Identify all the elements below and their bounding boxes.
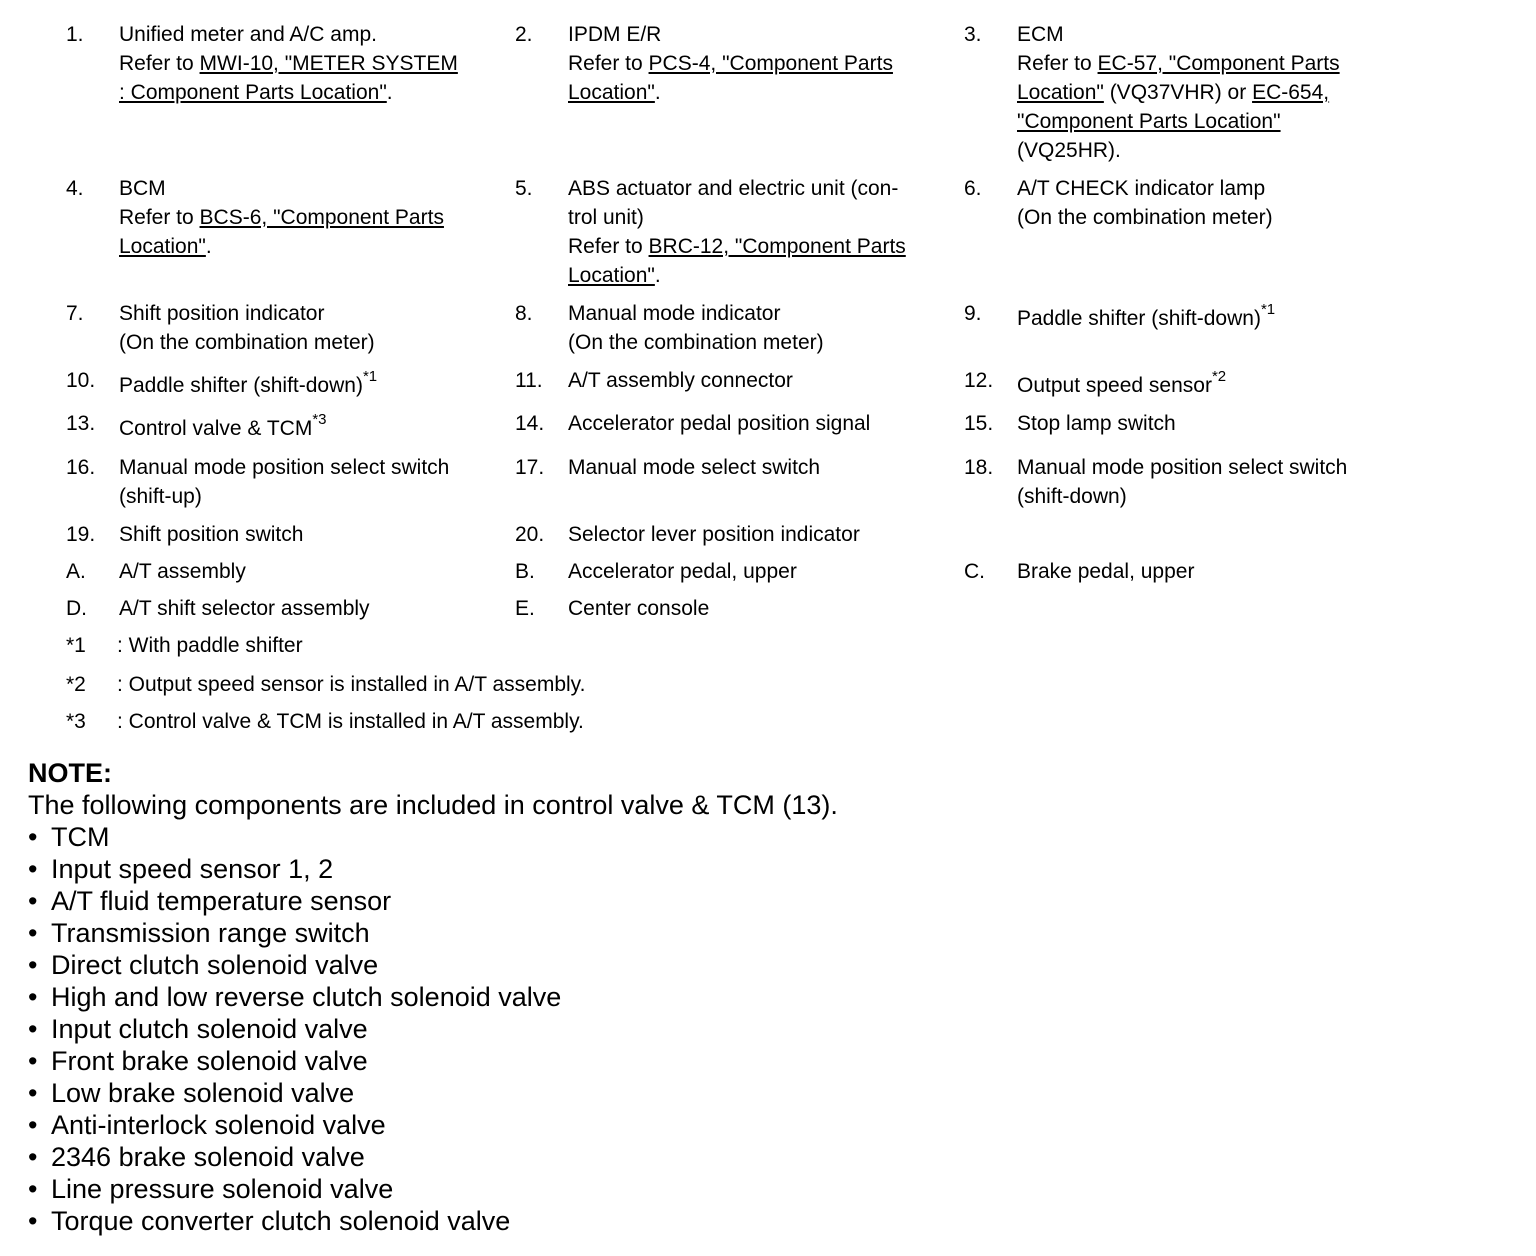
item-label-cont: (On the combination meter) xyxy=(568,331,824,354)
item-label: ECM xyxy=(1017,23,1064,46)
list-item-text: Torque converter clutch solenoid valve xyxy=(51,1206,511,1236)
item-label-cont: (On the combination meter) xyxy=(119,331,375,354)
item-label: BCM xyxy=(119,177,166,200)
item-label-cont: (shift-down) xyxy=(1017,485,1127,508)
refer-to-text: Refer to xyxy=(568,235,649,258)
item-number: 2. xyxy=(515,23,533,46)
item-letter: C. xyxy=(964,560,985,583)
list-item-text: Line pressure solenoid valve xyxy=(51,1174,394,1204)
list-item xyxy=(28,1109,838,1141)
item-label: Center console xyxy=(568,597,710,620)
reference-link-mwi-10-cont[interactable]: : Component Parts Location" xyxy=(119,81,387,104)
list-item-text: Transmission range switch xyxy=(51,918,370,948)
item-letter: D. xyxy=(66,597,87,620)
punctuation: . xyxy=(386,81,393,104)
item-label: Brake pedal, upper xyxy=(1017,560,1195,583)
item-number: 8. xyxy=(515,302,533,325)
item-label: Output speed sensor xyxy=(1017,374,1212,397)
list-item-text: Front brake solenoid valve xyxy=(51,1046,368,1076)
bullet-icon: • xyxy=(28,1142,38,1172)
item-label: Manual mode select switch xyxy=(568,456,821,479)
list-item-text: TCM xyxy=(51,822,110,852)
reference-link-pcs-4-cont[interactable]: Location" xyxy=(568,81,655,104)
footnote-text: : Control valve & TCM is installed in A/T assembly. xyxy=(117,710,584,733)
bullet-icon: • xyxy=(28,982,38,1012)
item-label: Manual mode position select switch xyxy=(119,456,450,479)
item-number: 6. xyxy=(964,177,982,200)
list-item xyxy=(28,1013,838,1045)
item-number: 20. xyxy=(515,523,545,546)
item-number: 15. xyxy=(964,412,994,435)
item-number: 10. xyxy=(66,369,96,392)
punctuation: . xyxy=(205,235,212,258)
list-item xyxy=(28,853,838,885)
reference-link-pcs-4[interactable]: PCS-4, "Component Parts xyxy=(648,52,893,75)
note-intro: The following components are included in control valve & TCM (13). xyxy=(28,790,838,820)
item-label: A/T CHECK indicator lamp xyxy=(1017,177,1266,200)
bullet-icon: • xyxy=(28,1174,38,1204)
reference-link-bcs-6[interactable]: BCS-6, "Component Parts xyxy=(199,206,444,229)
footnote-marker: *1 xyxy=(1260,301,1276,318)
item-number: 1. xyxy=(66,23,84,46)
refer-to-text: Refer to xyxy=(1017,52,1098,75)
engine-variant-text: (VQ37VHR) or xyxy=(1103,81,1253,104)
item-number: 17. xyxy=(515,456,545,479)
item-label: Paddle shifter (shift-down) xyxy=(1017,307,1261,330)
item-label: IPDM E/R xyxy=(568,23,662,46)
bullet-icon: • xyxy=(28,918,38,948)
item-label: Paddle shifter (shift-down) xyxy=(119,374,363,397)
footnote-text: : Output speed sensor is installed in A/T assembly. xyxy=(117,673,586,696)
list-item xyxy=(28,885,838,917)
item-label: Accelerator pedal position signal xyxy=(568,412,871,435)
item-number: 16. xyxy=(66,456,96,479)
reference-link-ec-654-cont[interactable]: "Component Parts Location" xyxy=(1017,110,1281,133)
reference-link-ec-57[interactable]: EC-57, "Component Parts xyxy=(1097,52,1340,75)
bullet-icon: • xyxy=(28,1110,38,1140)
item-label: Selector lever position indicator xyxy=(568,523,860,546)
note-heading: NOTE: xyxy=(28,758,112,788)
item-number: 13. xyxy=(66,412,96,435)
list-item xyxy=(28,1077,838,1109)
item-number: 18. xyxy=(964,456,994,479)
bullet-icon: • xyxy=(28,854,38,884)
footnote-marker: *2 xyxy=(1211,368,1227,385)
item-number: 12. xyxy=(964,369,994,392)
item-number: 19. xyxy=(66,523,96,546)
item-number: 7. xyxy=(66,302,84,325)
item-label: Accelerator pedal, upper xyxy=(568,560,797,583)
bullet-icon: • xyxy=(28,822,38,852)
note-component-list xyxy=(28,821,838,1237)
refer-to-text: Refer to xyxy=(119,206,200,229)
bullet-icon: • xyxy=(28,1046,38,1076)
item-label: Manual mode indicator xyxy=(568,302,781,325)
bullet-icon: • xyxy=(28,1014,38,1044)
list-item-text: Input speed sensor 1, 2 xyxy=(51,854,334,884)
footnote-mark: *3 xyxy=(66,710,86,733)
list-item-text: Anti-interlock solenoid valve xyxy=(51,1110,386,1140)
reference-link-bcs-6-cont[interactable]: Location" xyxy=(119,235,206,258)
footnote-mark: *1 xyxy=(66,634,86,657)
bullet-icon: • xyxy=(28,1078,38,1108)
item-label-cont: (On the combination meter) xyxy=(1017,206,1273,229)
list-item-text: A/T fluid temperature sensor xyxy=(51,886,392,916)
item-letter: A. xyxy=(66,560,86,583)
footnote-marker: *3 xyxy=(312,411,327,428)
list-item xyxy=(28,1205,838,1237)
item-number: 11. xyxy=(515,369,543,392)
punctuation: . xyxy=(654,264,661,287)
refer-to-text: Refer to xyxy=(568,52,649,75)
footnote-mark: *2 xyxy=(66,673,86,696)
reference-link-brc-12-cont[interactable]: Location" xyxy=(568,264,655,287)
refer-to-text: Refer to xyxy=(119,52,200,75)
list-item xyxy=(28,1045,838,1077)
list-item xyxy=(28,1141,838,1173)
item-number: 4. xyxy=(66,177,84,200)
item-label: Shift position indicator xyxy=(119,302,325,325)
bullet-icon: • xyxy=(28,950,38,980)
item-label: A/T assembly connector xyxy=(568,369,793,392)
list-item xyxy=(28,917,838,949)
reference-link-brc-12[interactable]: BRC-12, "Component Parts xyxy=(648,235,906,258)
list-item-text: Input clutch solenoid valve xyxy=(51,1014,368,1044)
list-item xyxy=(28,1173,838,1205)
list-item xyxy=(28,949,838,981)
list-item-text: Direct clutch solenoid valve xyxy=(51,950,379,980)
item-label: Stop lamp switch xyxy=(1017,412,1176,435)
item-number: 3. xyxy=(964,23,982,46)
item-label: Shift position switch xyxy=(119,523,304,546)
item-number: 9. xyxy=(964,302,982,325)
footnote-marker: *1 xyxy=(362,368,378,385)
reference-link-ec-57-cont[interactable]: Location" xyxy=(1017,81,1104,104)
bullet-icon: • xyxy=(28,886,38,916)
footnote-text: : With paddle shifter xyxy=(117,634,303,657)
list-item-text: 2346 brake solenoid valve xyxy=(51,1142,365,1172)
list-item-text: High and low reverse clutch solenoid valve xyxy=(51,982,562,1012)
list-item-text: Low brake solenoid valve xyxy=(51,1078,355,1108)
reference-link-ec-654[interactable]: EC-654, xyxy=(1252,81,1330,104)
item-label-cont: (shift-up) xyxy=(119,485,202,508)
item-number: 5. xyxy=(515,177,533,200)
item-label: A/T assembly xyxy=(119,560,246,583)
item-label: ABS actuator and electric unit (con- xyxy=(568,177,899,200)
item-label: Control valve & TCM xyxy=(119,417,313,440)
item-label: Manual mode position select switch xyxy=(1017,456,1348,479)
reference-link-mwi-10[interactable]: MWI-10, "METER SYSTEM xyxy=(199,52,458,75)
bullet-icon: • xyxy=(28,1206,38,1236)
engine-variant-text: (VQ25HR). xyxy=(1017,139,1121,162)
item-number: 14. xyxy=(515,412,545,435)
list-item xyxy=(28,821,838,853)
punctuation: . xyxy=(654,81,661,104)
item-letter: E. xyxy=(515,597,535,620)
item-label-cont: trol unit) xyxy=(568,206,644,229)
item-letter: B. xyxy=(515,560,535,583)
item-label: Unified meter and A/C amp. xyxy=(119,23,377,46)
list-item xyxy=(28,981,838,1013)
item-label: A/T shift selector assembly xyxy=(119,597,370,620)
note-section xyxy=(28,757,838,1237)
